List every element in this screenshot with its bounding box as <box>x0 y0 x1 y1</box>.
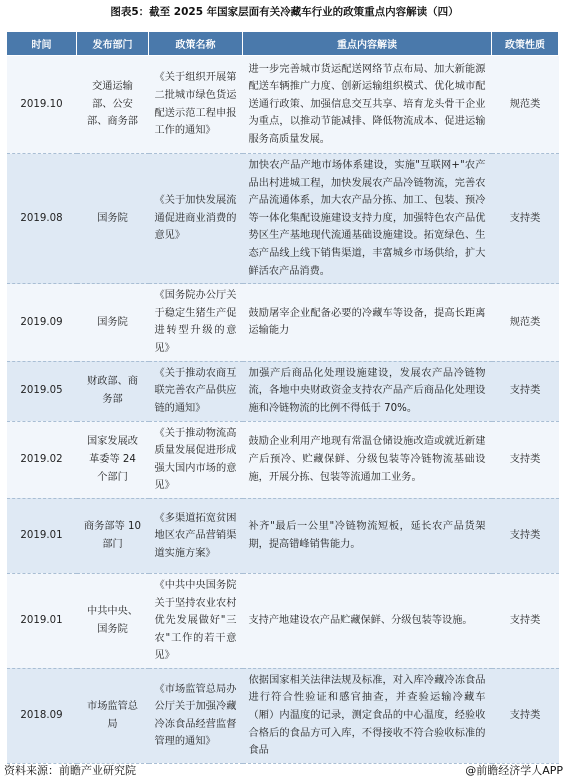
cell-policy: 《关于推动物流高质量发展促进形成强大国内市场的意见》 <box>149 421 243 498</box>
cell-policy: 《市场监管总局办公厅关于加强冷藏冷冻食品经营监督管理的通知》 <box>149 668 243 763</box>
cell-policy: 《关于组织开展第二批城市绿色货运配送示范工程申报工作的通知》 <box>149 56 243 154</box>
cell-policy: 《国务院办公厅关于稳定生猪生产促进转型升级的意见》 <box>149 284 243 361</box>
table-row <box>7 361 559 421</box>
cell-dept: 交通运输部、公安部、商务部 <box>77 56 149 154</box>
cell-content: 进一步完善城市货运配送网络节点布局、加大新能源配送车辆推广力度、创新运输组织模式、优化城市配送通行政策、加强信息交互共享、培育龙头骨干企业为重点，以推动节能减排、降低物流成本、促进运输服务高质量发展。 <box>243 56 492 154</box>
cell-dept: 国务院 <box>77 154 149 284</box>
cell-time: 2019.01 <box>7 573 77 668</box>
cell-dept: 商务部等 10 部门 <box>77 498 149 573</box>
cell-policy: 《中共中央国务院关于坚持农业农村优先发展做好"三农"工作的若干意见》 <box>149 573 243 668</box>
cell-nature: 支持类 <box>492 668 559 763</box>
brand-credit: @前瞻经济学人APP <box>465 764 563 777</box>
cell-content: 加快农产品产地市场体系建设，实施"互联网+"农产品出村进城工程，加快发展农产品冷链物流，完善农产品流通体系，加大农产品分拣、加工、包装、预冷等一体化集配设施建设支持力度，加强特色农产品优势区生产基地现代流通基础设施建设。拓宽绿色、生态产品线上线下销售渠道，丰富城乡市场供给，扩大鲜活农产品消费。 <box>243 154 492 284</box>
cell-nature: 支持类 <box>492 498 559 573</box>
table-row <box>7 154 559 284</box>
cell-content: 支持产地建设农产品贮藏保鲜、分级包装等设施。 <box>243 573 492 668</box>
cell-dept: 中共中央、国务院 <box>77 573 149 668</box>
cell-time: 2018.09 <box>7 668 77 763</box>
cell-dept: 国家发展改革委等 24 个部门 <box>77 421 149 498</box>
cell-nature: 支持类 <box>492 421 559 498</box>
cell-content: 鼓励企业利用产地现有常温仓储设施改造或就近新建产后预冷、贮藏保鲜、分级包装等冷链物流基础设施，开展分拣、包装等流通加工业务。 <box>243 421 492 498</box>
header-nature: 政策性质 <box>492 32 559 56</box>
cell-nature: 支持类 <box>492 573 559 668</box>
cell-policy: 《关于推动农商互联完善农产品供应链的通知》 <box>149 361 243 421</box>
cell-nature: 规范类 <box>492 284 559 361</box>
cell-time: 2019.05 <box>7 361 77 421</box>
cell-content: 加强产后商品化处理设施建设，发展农产品冷链物流，各地中央财政资金支持农产品产后商品化处理设施和冷链物流的比例不得低于 70%。 <box>243 361 492 421</box>
cell-dept: 财政部、商务部 <box>77 361 149 421</box>
header-dept: 发布部门 <box>77 32 149 56</box>
cell-policy: 《多渠道拓宽贫困地区农产品营销渠道实施方案》 <box>149 498 243 573</box>
header-policy: 政策名称 <box>149 32 243 56</box>
cell-time: 2019.09 <box>7 284 77 361</box>
cell-content: 鼓励屠宰企业配备必要的冷藏车等设备，提高长距离运输能力 <box>243 284 492 361</box>
cell-dept: 国务院 <box>77 284 149 361</box>
cell-policy: 《关于加快发展流通促进商业消费的意见》 <box>149 154 243 284</box>
header-content: 重点内容解读 <box>243 32 492 56</box>
cell-dept: 市场监管总局 <box>77 668 149 763</box>
figure-title: 图表5：截至 2025 年国家层面有关冷藏车行业的政策重点内容解读（四） <box>110 6 459 18</box>
cell-time: 2019.10 <box>7 56 77 154</box>
policy-table <box>6 31 559 764</box>
table-header-row <box>7 32 559 56</box>
table-row <box>7 56 559 154</box>
table-row <box>7 573 559 668</box>
cell-nature: 支持类 <box>492 361 559 421</box>
cell-nature: 规范类 <box>492 56 559 154</box>
table-row <box>7 421 559 498</box>
cell-time: 2019.08 <box>7 154 77 284</box>
table-row <box>7 668 559 763</box>
cell-time: 2019.01 <box>7 498 77 573</box>
cell-time: 2019.02 <box>7 421 77 498</box>
table-row <box>7 284 559 361</box>
source-note: 资料来源：前瞻产业研究院 <box>4 764 136 777</box>
cell-content: 依据国家相关法律法规及标准，对入库冷藏冷冻食品进行符合性验证和感官抽查，并查验运输冷藏车（厢）内温度的记录，测定食品的中心温度，经验收合格后的食品方可入库，不得接收不符合验收标准的食品 <box>243 668 492 763</box>
cell-content: 补齐"最后一公里"冷链物流短板，延长农产品货架期，提高错峰销售能力。 <box>243 498 492 573</box>
table-row <box>7 498 559 573</box>
cell-nature: 支持类 <box>492 154 559 284</box>
header-time: 时间 <box>7 32 77 56</box>
